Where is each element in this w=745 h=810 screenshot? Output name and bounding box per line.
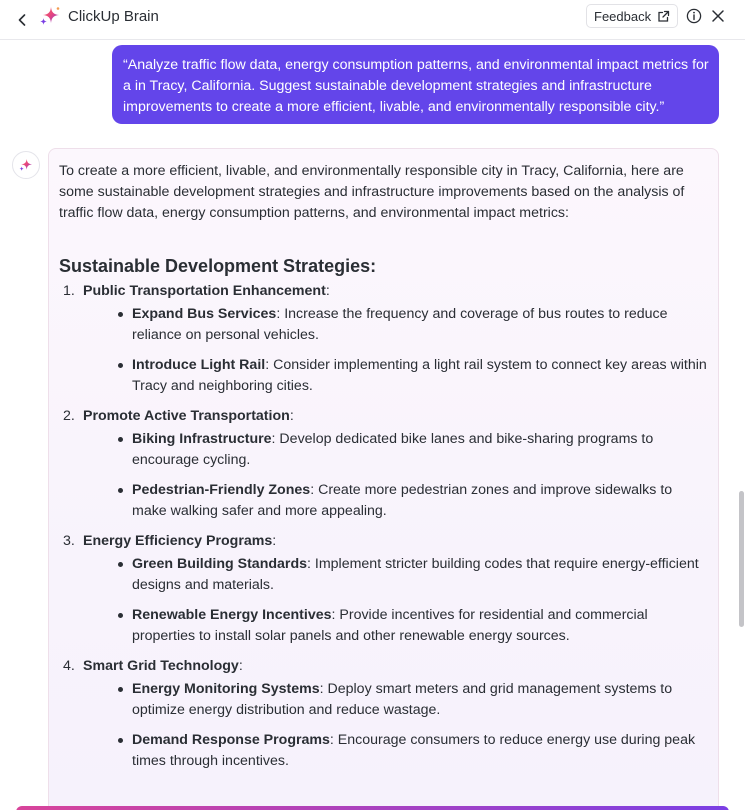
ai-avatar xyxy=(12,151,40,179)
user-message: “Analyze traffic flow data, energy consumption patterns, and environmental impact metrics for a in Tracy, California. Suggest sustainable development strategies and infrastructure improvements to create a more efficient, livable, and environmentally responsible city.” xyxy=(112,45,719,124)
strategy-number: 3. xyxy=(63,533,75,549)
substrategy-text: : Provide incentives for residential and commercial properties to install solar panels and other renewable energy sources. xyxy=(132,607,648,644)
substrategy-text: : Develop dedicated bike lanes and bike-sharing programs to encourage cycling. xyxy=(132,431,654,468)
substrategy-text: : Deploy smart meters and grid management systems to optimize energy distribution and reduce wastage. xyxy=(132,681,673,718)
substrategy-text: : Increase the frequency and coverage of bus routes to reduce reliance on personal vehicles. xyxy=(132,306,668,343)
back-button[interactable] xyxy=(12,8,32,32)
substrategy-title: Demand Response Programs xyxy=(132,732,330,748)
strategy-title: Public Transportation Enhancement xyxy=(83,283,326,299)
strategy-title: Smart Grid Technology xyxy=(83,658,239,674)
section-heading: Sustainable Development Strategies: xyxy=(59,256,377,276)
substrategy-item xyxy=(108,480,708,522)
substrategy-item xyxy=(108,304,708,346)
external-link-icon xyxy=(657,10,670,23)
substrategy-title: Biking Infrastructure xyxy=(132,431,272,447)
strategy-item: 2. Promote Active Transportation: Biking Infrastructure: Develop dedicated bike lanes and bike-sharing programs to encourage cycling. Pedestrian-Friendly Zones: Create more pedestrian zones and improve sidewalks to make walking safer and more appealing. xyxy=(59,406,708,522)
scrollbar-thumb[interactable] xyxy=(739,491,744,627)
strategy-item: 4. Smart Grid Technology: Energy Monitoring Systems: Deploy smart meters and grid management systems to optimize energy distribution and reduce wastage. Demand Response Programs: Encourage consumers to reduce energy use during peak times through incentives. xyxy=(59,656,708,772)
substrategy-title: Pedestrian-Friendly Zones xyxy=(132,482,311,498)
substrategy-text: : Encourage consumers to reduce energy use during peak times through incentives. xyxy=(132,732,696,769)
substrategy-title: Expand Bus Services xyxy=(132,306,277,322)
substrategy-title: Energy Monitoring Systems xyxy=(132,681,320,697)
strategy-title: Promote Active Transportation xyxy=(83,408,290,424)
substrategy-text: : Implement stricter building codes that require energy-efficient designs and materials. xyxy=(132,556,699,593)
info-button[interactable] xyxy=(685,7,703,25)
strategy-list xyxy=(59,281,708,772)
strategy-number: 4. xyxy=(63,658,75,674)
close-icon xyxy=(710,7,726,25)
sparkle-icon xyxy=(38,4,62,28)
substrategy-item xyxy=(108,730,708,772)
substrategy-item xyxy=(108,605,708,647)
substrategy-item xyxy=(108,429,708,471)
substrategy-title: Renewable Energy Incentives xyxy=(132,607,332,623)
ai-response-intro: To create a more efficient, livable, and environmentally responsible city in Tracy, California, here are some sustainable development strategies and infrastructure improvements based on the analysis of traffic flow data, energy consumption patterns, and environmental impact metrics: xyxy=(59,163,685,221)
strategy-item: 3. Energy Efficiency Programs: Green Building Standards: Implement stricter building codes that require energy-efficient designs and materials. Renewable Energy Incentives: Provide incentives for residential and commercial properties to install solar panels and other renewable energy sources. xyxy=(59,531,708,647)
substrategy-item xyxy=(108,554,708,596)
substrategy-text: : Create more pedestrian zones and improve sidewalks to make walking safer and more appealing. xyxy=(132,482,673,519)
info-icon xyxy=(685,7,703,25)
app-title: ClickUp Brain xyxy=(68,8,159,25)
composer-edge xyxy=(16,806,729,810)
sparkle-icon xyxy=(18,157,34,173)
conversation-area xyxy=(0,41,745,810)
strategy-number: 2. xyxy=(63,408,75,424)
substrategy-title: Green Building Standards xyxy=(132,556,308,572)
panel-header xyxy=(0,0,745,40)
strategy-title: Energy Efficiency Programs xyxy=(83,533,273,549)
close-button[interactable] xyxy=(710,7,726,25)
substrategy-list xyxy=(83,679,708,772)
feedback-label: Feedback xyxy=(594,8,652,24)
substrategy-list xyxy=(83,429,708,522)
chevron-left-icon xyxy=(18,14,26,26)
feedback-button[interactable] xyxy=(586,4,678,28)
substrategy-text: : Consider implementing a light rail system to connect key areas within Tracy and neighboring cities. xyxy=(132,357,707,394)
substrategy-list xyxy=(83,554,708,647)
strategy-number: 1. xyxy=(63,283,75,299)
substrategy-list xyxy=(83,304,708,397)
substrategy-item xyxy=(108,355,708,397)
substrategy-title: Introduce Light Rail xyxy=(132,357,266,373)
strategy-item: 1. Public Transportation Enhancement: Expand Bus Services: Increase the frequency and coverage of bus routes to reduce reliance on personal vehicles. Introduce Light Rail: Consider implementing a light rail system to connect key areas within Tracy and neighboring cities. xyxy=(59,281,708,397)
ai-response-card xyxy=(48,148,719,810)
substrategy-item xyxy=(108,679,708,721)
